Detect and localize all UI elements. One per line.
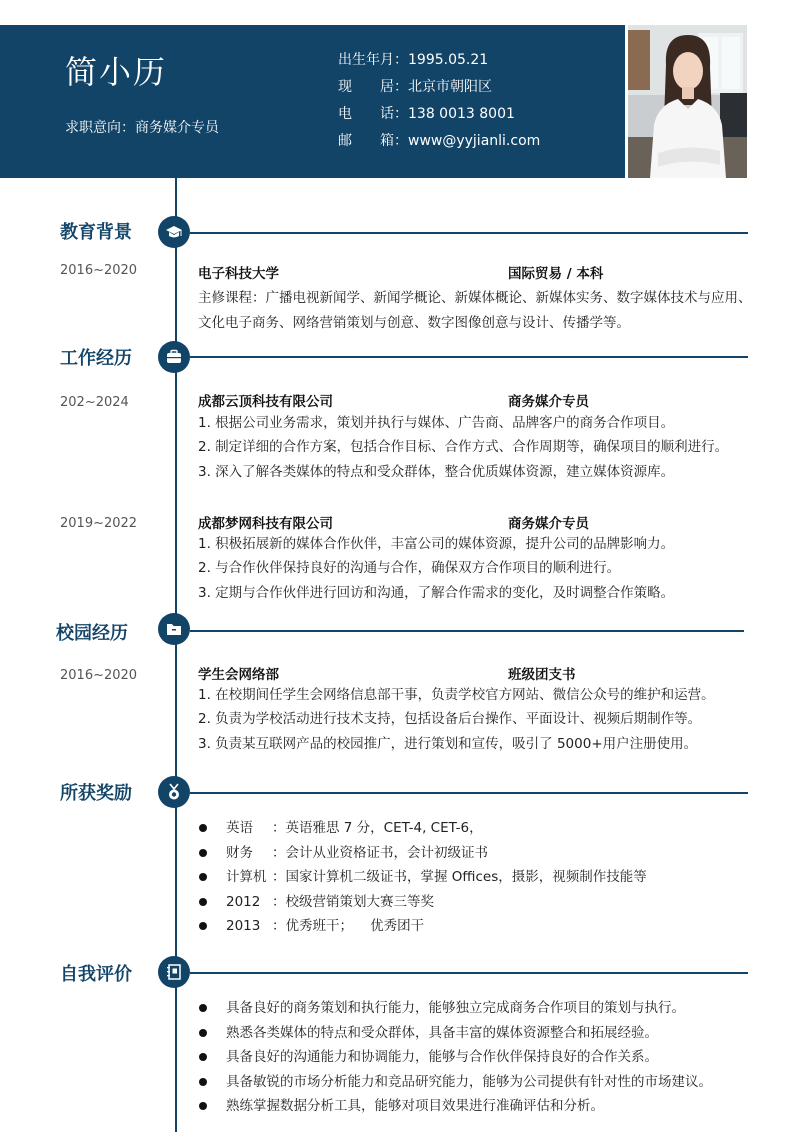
list-item <box>198 890 758 915</box>
list-item: 1. 在校期间任学生会网络信息部干事，负责学校官方网站、微信公众号的维护和运营。 <box>198 687 715 703</box>
bullet-icon <box>199 1004 207 1012</box>
info-residence <box>338 74 540 101</box>
info-label <box>338 74 394 101</box>
info-value: 北京市朝阳区 <box>408 79 492 95</box>
campus-date: 2016~2020 <box>60 668 138 683</box>
school-name: 电子科技大学 <box>198 266 279 282</box>
graduation-cap-icon <box>158 216 190 248</box>
info-value: www@yyjianli.com <box>408 133 541 149</box>
list-item: 1. 根据公司业务需求，策划并执行与媒体、广告商、品牌客户的商务合作项目。 <box>198 415 675 431</box>
section-divider <box>190 630 744 632</box>
info-sep: ： <box>394 133 408 149</box>
info-label <box>338 128 394 155</box>
list-item <box>198 996 758 1021</box>
bullet-icon <box>199 873 207 881</box>
bullet-icon <box>199 1029 207 1037</box>
personal-info <box>338 47 540 155</box>
folder-icon <box>158 613 190 645</box>
list-item: 2. 与合作伙伴保持良好的沟通与合作，确保双方合作项目的顺利进行。 <box>198 560 621 577</box>
eval-text: 熟练掌握数据分析工具，能够对项目效果进行准确评估和分析。 <box>226 1098 604 1114</box>
label-char: 年 <box>366 52 380 68</box>
job-intent: 求职意向：商务媒介专员 <box>65 120 219 136</box>
info-value: 1995.05.21 <box>408 52 489 68</box>
section-title-education: 教育背景 <box>60 222 132 243</box>
campus-duties <box>198 683 758 756</box>
list-item: 2. 负责为学校活动进行技术支持，包括设备后台操作、平面设计、视频后期制作等。 <box>198 711 702 728</box>
job-role: 商务媒介专员 <box>508 516 589 532</box>
info-email <box>338 128 540 155</box>
info-sep: ： <box>394 79 408 95</box>
timeline-line <box>175 178 177 1132</box>
bullet-icon <box>199 849 207 857</box>
info-label <box>338 101 394 128</box>
campus-role: 班级团支书 <box>508 667 576 683</box>
label-char: 现 <box>338 79 352 95</box>
label-char: 居 <box>380 79 394 95</box>
list-item <box>198 1070 758 1095</box>
job-role: 商务媒介专员 <box>508 394 589 410</box>
label-char: 生 <box>352 52 366 68</box>
company-name: 成都梦网科技有限公司 <box>198 516 333 532</box>
award-key: 计算机 <box>226 869 267 885</box>
list-item <box>198 841 758 866</box>
award-key: 2013 <box>226 918 261 934</box>
major-degree: 国际贸易 / 本科 <box>508 266 604 282</box>
award-value: ：优秀班干； 优秀团干 <box>272 918 425 934</box>
section-divider <box>190 356 748 358</box>
header-banner <box>0 25 625 178</box>
bullet-icon <box>199 824 207 832</box>
job-head <box>198 390 748 410</box>
award-value: ：国家计算机二级证书，掌握 Offices，摄影，视频制作技能等 <box>272 869 647 885</box>
award-value: ：校级营销策划大赛三等奖 <box>272 893 434 910</box>
company-name: 成都云顶科技有限公司 <box>198 394 333 410</box>
bullet-icon <box>199 898 207 906</box>
bullet-icon <box>199 1078 207 1086</box>
awards-list <box>198 816 758 939</box>
job-duties <box>198 532 758 605</box>
job-date: 2019~2022 <box>60 516 138 531</box>
section-divider <box>190 792 748 794</box>
label-char: 电 <box>338 106 352 122</box>
section-divider <box>190 232 748 234</box>
bullet-icon <box>199 1053 207 1061</box>
briefcase-icon <box>158 341 190 373</box>
bullet-icon <box>199 1102 207 1110</box>
info-birth <box>338 47 540 74</box>
label-char: 话 <box>380 106 394 122</box>
list-item: 3. 负责某互联网产品的校园推广，进行策划和宣传，吸引了 5000+用户注册使用。 <box>198 735 698 752</box>
campus-head <box>198 663 748 683</box>
org-name: 学生会网络部 <box>198 667 279 683</box>
award-key: 英语 <box>226 820 253 836</box>
list-item <box>198 865 758 890</box>
award-key: 财务 <box>226 844 253 861</box>
self-eval-list <box>198 996 758 1119</box>
candidate-name: 简小历 <box>65 53 168 91</box>
job-date: 202~2024 <box>60 395 129 410</box>
job-duties <box>198 411 758 484</box>
list-item <box>198 1021 758 1046</box>
list-item: 1. 积极拓展新的媒体合作伙伴，丰富公司的媒体资源，提升公司的品牌影响力。 <box>198 536 675 552</box>
job-head <box>198 512 748 532</box>
info-sep: ： <box>394 106 408 122</box>
eval-text: 具备敏锐的市场分析能力和竞品研究能力，能够为公司提供有针对性的市场建议。 <box>226 1073 712 1090</box>
list-item <box>198 1094 758 1119</box>
award-value: ：英语雅思 7 分，CET-4, CET-6， <box>272 820 483 836</box>
section-title-awards: 所获奖励 <box>60 783 132 804</box>
info-sep: ： <box>394 52 408 68</box>
eval-text: 具备良好的商务策划和执行能力，能够独立完成商务合作项目的策划与执行。 <box>226 1000 685 1016</box>
award-key: 2012 <box>226 893 261 910</box>
list-item <box>198 914 758 939</box>
label-char: 箱 <box>380 133 394 149</box>
section-divider <box>190 972 748 974</box>
eval-text: 具备良好的沟通能力和协调能力，能够与合作伙伴保持良好的合作关系。 <box>226 1049 658 1065</box>
bullet-icon <box>199 922 207 930</box>
info-phone <box>338 101 540 128</box>
profile-photo <box>628 25 747 178</box>
label-char: 邮 <box>338 133 352 149</box>
medal-icon <box>158 776 190 808</box>
eval-text: 熟悉各类媒体的特点和受众群体，具备丰富的媒体资源整合和拓展经验。 <box>226 1024 658 1041</box>
list-item <box>198 816 758 841</box>
section-title-campus: 校园经历 <box>56 623 128 644</box>
label-char: 出 <box>338 52 352 68</box>
list-item: 3. 定期与合作伙伴进行回访和沟通，了解合作需求的变化，及时调整合作策略。 <box>198 584 675 601</box>
list-item: 3. 深入了解各类媒体的特点和受众群体，整合优质媒体资源，建立媒体资源库。 <box>198 463 675 480</box>
education-date: 2016~2020 <box>60 263 138 278</box>
info-value: 138 0013 8001 <box>408 106 515 122</box>
section-title-work: 工作经历 <box>60 348 132 369</box>
label-char: 月 <box>380 52 394 68</box>
education-head <box>198 262 748 282</box>
info-label <box>338 47 394 74</box>
list-item: 2. 制定详细的合作方案，包括合作目标、合作方式、合作周期等，确保项目的顺利进行。 <box>198 439 729 456</box>
notebook-icon <box>158 956 190 988</box>
courses-text: 主修课程：广播电视新闻学、新闻学概论、新媒体概论、新媒体实务、数字媒体技术与应用、文化电子商务、网络营销策划与创意、数字图像创意与设计、传播学等。 <box>198 290 752 331</box>
award-value: ：会计从业资格证书，会计初级证书 <box>272 844 488 861</box>
list-item <box>198 1045 758 1070</box>
section-title-self: 自我评价 <box>60 964 132 985</box>
